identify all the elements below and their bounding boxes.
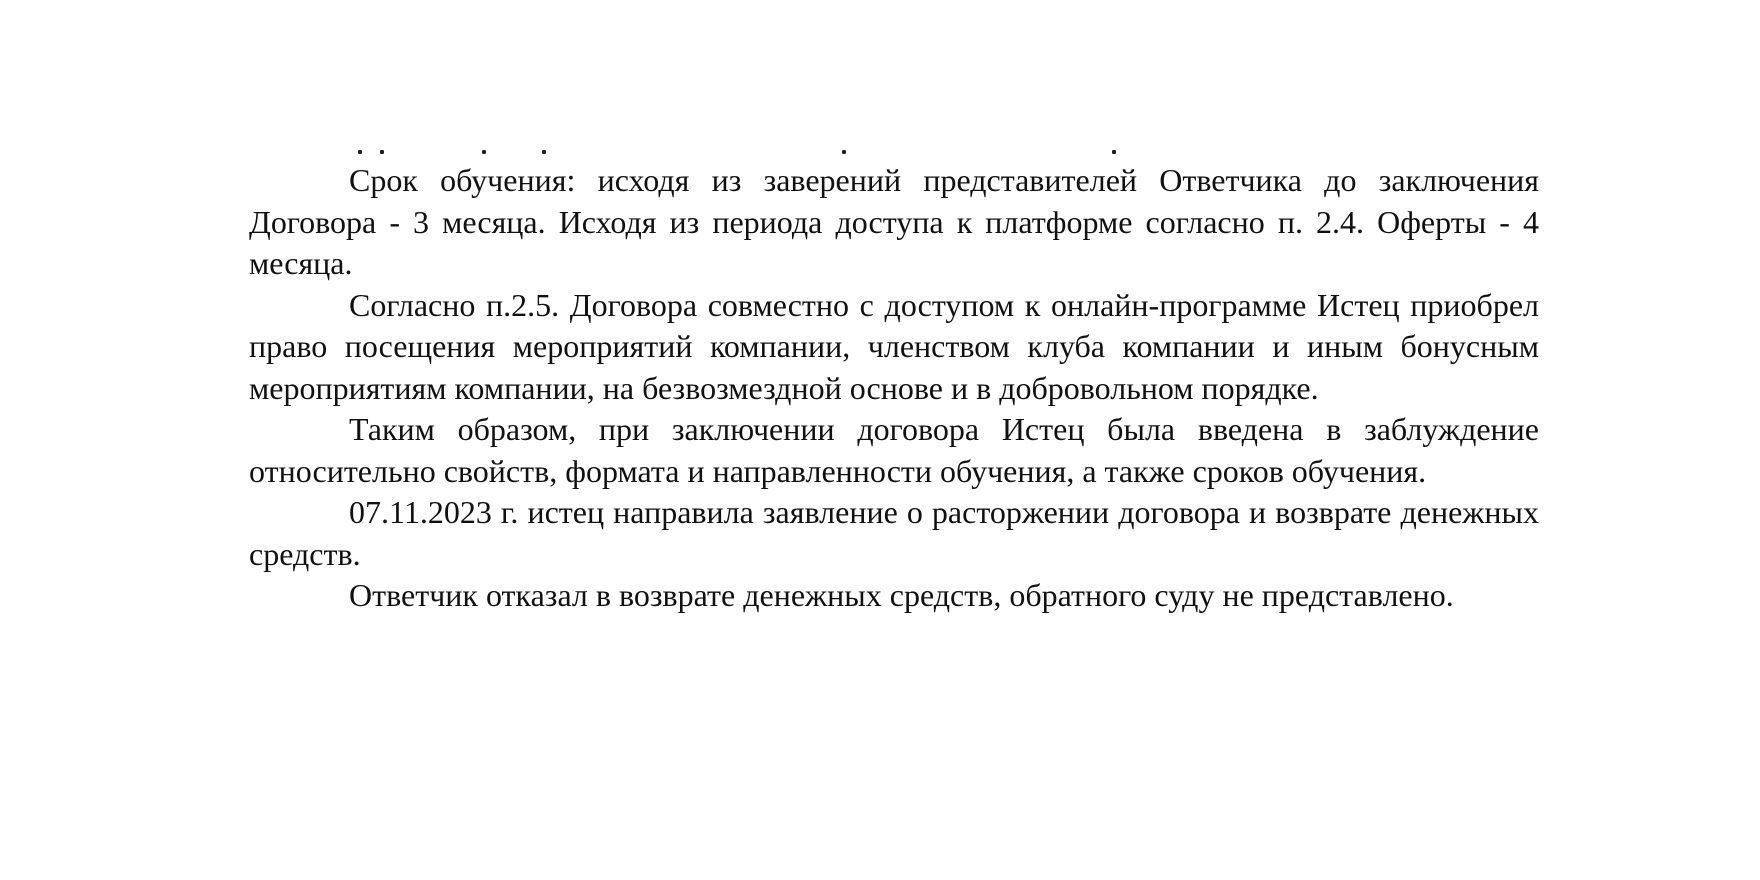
clipped-glyph-fragment: [842, 150, 846, 154]
document-body: [249, 160, 1539, 617]
clipped-glyph-fragment: [542, 150, 546, 154]
paragraph-refusal: Ответчик отказал в возврате денежных средств, обратного суду не представлено.: [349, 577, 1454, 613]
paragraph-misleading: Таким образом, при заключении договора Истец была введена в заблуждение относительно свойств, формата и направленности обучения, а также сроков обучения.: [249, 411, 1539, 489]
clipped-glyph-fragment: [358, 150, 362, 154]
clipped-glyph-fragment: [380, 150, 384, 154]
paragraph-training-period: Срок обучения: исходя из заверений представителей Ответчика до заключения Договора - 3 месяца. Исходя из периода доступа к платформе согласно п. 2.4. Оферты - 4 месяца.: [249, 162, 1539, 281]
clipped-glyph-fragment: [482, 150, 486, 154]
paragraph-termination-request: 07.11.2023 г. истец направила заявление о расторжении договора и возврате денежных средств.: [249, 494, 1539, 572]
clipped-previous-line: [352, 128, 1232, 158]
paragraph-contract-clause: Согласно п.2.5. Договора совместно с доступом к онлайн-программе Истец приобрел право посещения мероприятий компании, членством клуба компании и иным бонусным мероприятиям компании, на безвозмездной основе и в добровольном порядке.: [249, 286, 1539, 406]
clipped-glyph-fragment: [1112, 150, 1116, 154]
